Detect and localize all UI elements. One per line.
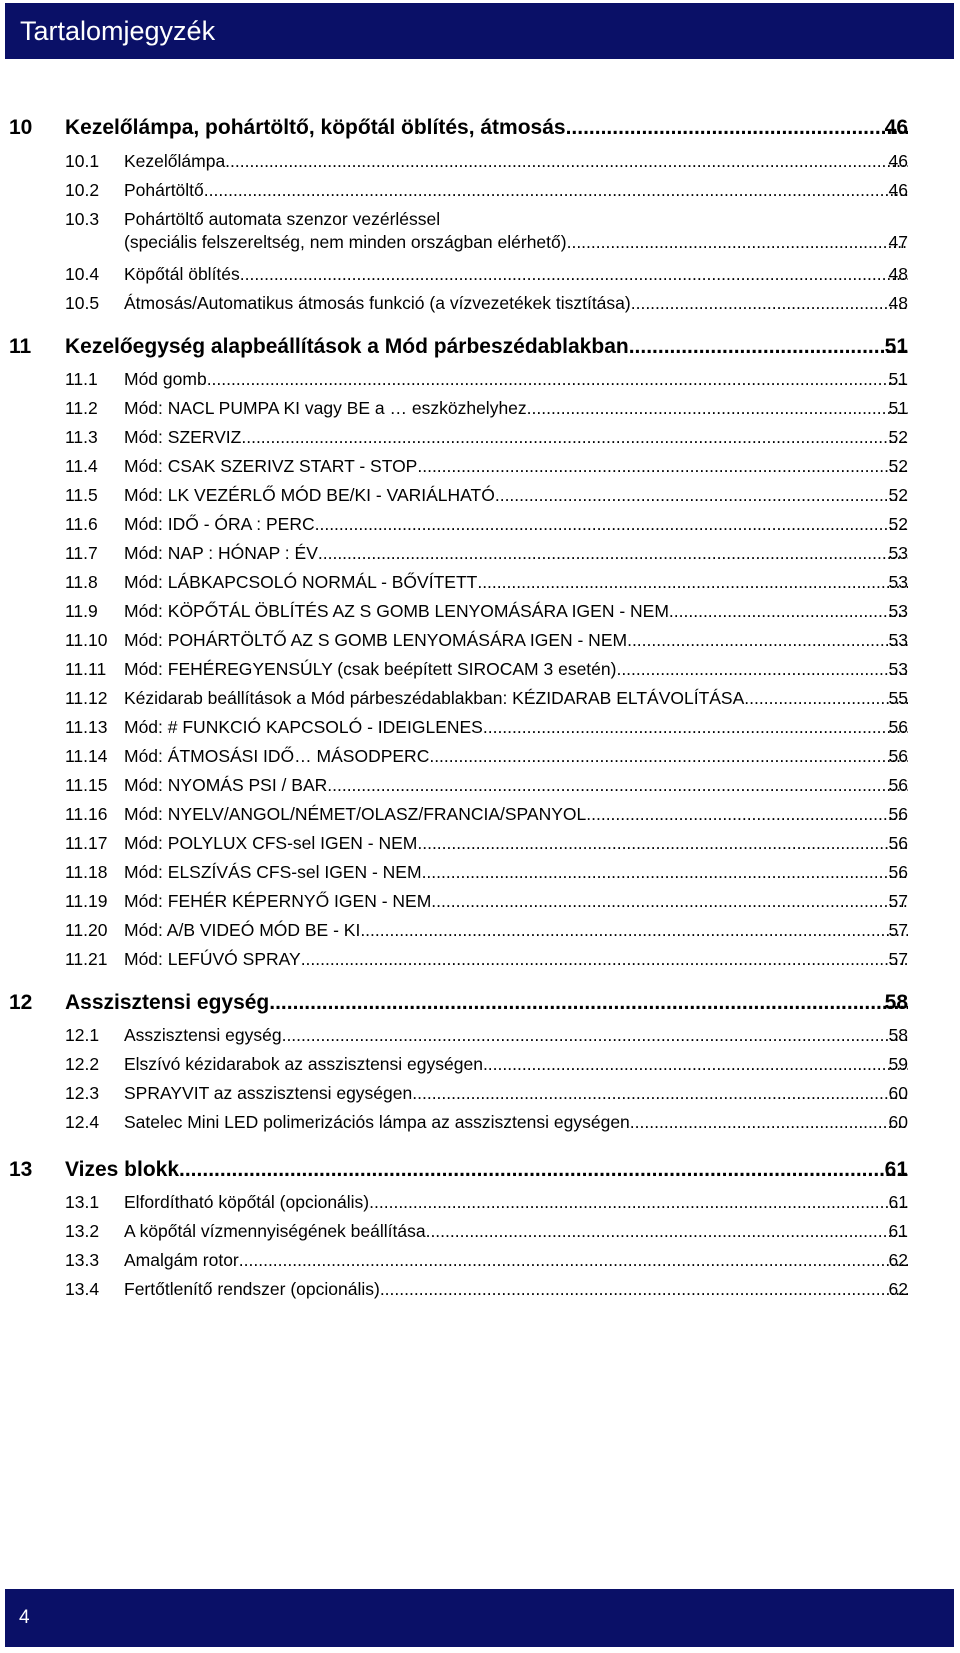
toc-entry-page: 59 [888, 1054, 908, 1074]
toc-entry-title-continued: (speciális felszereltség, nem minden országban elérhető) [124, 232, 567, 252]
toc-section-entry[interactable] [0, 688, 960, 712]
toc-entry-page: 48 [888, 264, 908, 284]
dot-leader [207, 369, 908, 390]
toc-entry-title: Kézidarab beállítások a Mód párbeszédablakban: KÉZIDARAB ELTÁVOLÍTÁSA [124, 688, 745, 708]
toc-entry-number: 13.1 [65, 1192, 100, 1212]
toc-entry-page: 53 [888, 572, 908, 592]
page-title: Tartalomjegyzék [20, 16, 216, 46]
toc-entry-number: 12.4 [65, 1112, 100, 1132]
toc-entry-title: Fertőtlenítő rendszer (opcionális) [124, 1279, 380, 1299]
toc-entry-title: Mód: LÁBKAPCSOLÓ NORMÁL - BŐVÍTETT [124, 572, 478, 592]
toc-entry-number: 11.7 [65, 543, 98, 563]
toc-entry-page: 52 [888, 427, 908, 447]
toc-section-entry[interactable] [0, 1250, 960, 1274]
toc-entry-page: 57 [888, 891, 908, 911]
toc-entry-number: 13.2 [65, 1221, 100, 1241]
toc-entry-title: Mód: # FUNKCIÓ KAPCSOLÓ - IDEIGLENES [124, 717, 483, 737]
toc-entry-number: 11.10 [65, 630, 108, 650]
toc-entry-page: 46 [888, 180, 908, 200]
dot-leader [629, 335, 908, 359]
toc-entry-number: 12.1 [65, 1025, 100, 1045]
footer-bar [5, 1589, 954, 1647]
dot-leader [269, 991, 908, 1015]
toc-section-entry[interactable] [0, 862, 960, 886]
toc-entry-title: SPRAYVIT az asszisztensi egységen [124, 1083, 413, 1103]
dot-leader [360, 920, 908, 941]
dot-leader [566, 116, 908, 140]
toc-entry-number: 11.18 [65, 862, 108, 882]
dot-leader [483, 1054, 908, 1075]
toc-entry-title: Mód: ÁTMOSÁSI IDŐ… MÁSODPERC [124, 746, 430, 766]
toc-entry-title: Mód: LEFÚVÓ SPRAY [124, 949, 301, 969]
toc-section-entry[interactable] [0, 659, 960, 683]
dot-leader [527, 398, 908, 419]
toc-chapter-entry[interactable] [0, 116, 960, 146]
toc-entry-title: Mód: NYELV/ANGOL/NÉMET/OLASZ/FRANCIA/SPANYOL [124, 804, 587, 824]
toc-entry-title: Mód: FEHÉREGYENSÚLY (csak beépített SIROCAM 3 esetén) [124, 659, 617, 679]
toc-entry-number: 11.1 [65, 369, 98, 389]
toc-entry-number: 10.3 [65, 209, 100, 229]
toc-section-entry[interactable] [0, 151, 960, 175]
dot-leader [318, 543, 908, 564]
toc-section-entry[interactable] [0, 514, 960, 538]
toc-entry-number: 11.21 [65, 949, 108, 969]
toc-chapter-entry[interactable] [0, 335, 960, 365]
dot-leader [239, 1250, 908, 1271]
toc-entry-title: Asszisztensi egység [65, 991, 270, 1014]
dot-leader [669, 601, 908, 622]
toc-section-entry[interactable] [0, 804, 960, 828]
toc-entry-page: 53 [888, 659, 908, 679]
toc-entry-number: 10.1 [65, 151, 100, 171]
dot-leader [204, 180, 908, 201]
toc-entry-title: Kezelőegység alapbeállítások a Mód párbeszédablakban [65, 335, 629, 358]
toc-entry-page: 56 [888, 775, 908, 795]
dot-leader [586, 804, 908, 825]
toc-section-entry[interactable] [0, 293, 960, 317]
dot-leader [426, 1221, 908, 1242]
toc-entry-title: Pohártöltő automata szenzor vezérléssel [124, 209, 441, 229]
toc-entry-number: 11.8 [65, 572, 98, 592]
toc-entry-page: 60 [888, 1112, 908, 1132]
toc-entry-title: A köpőtál vízmennyiségének beállítása [124, 1221, 426, 1241]
toc-section-entry[interactable] [0, 833, 960, 857]
toc-section-entry[interactable] [0, 180, 960, 204]
toc-entry-page: 58 [884, 991, 908, 1014]
toc-entry-page: 46 [888, 151, 908, 171]
dot-leader [495, 485, 908, 506]
toc-chapter-entry[interactable] [0, 991, 960, 1021]
toc-entry-page: 57 [888, 949, 908, 969]
toc-entry-title: Köpőtál öblítés [124, 264, 240, 284]
toc-section-entry[interactable] [0, 427, 960, 451]
toc-entry-number: 13 [9, 1158, 33, 1181]
toc-entry-title: Mód: NACL PUMPA KI vagy BE a … eszközhelyhez [124, 398, 527, 418]
toc-section-entry[interactable] [0, 456, 960, 480]
dot-leader [477, 572, 908, 593]
toc-section-entry[interactable] [0, 717, 960, 741]
dot-leader [429, 746, 908, 767]
dot-leader [422, 862, 908, 883]
toc-entry-number: 11.19 [65, 891, 108, 911]
toc-entry-page: 57 [888, 920, 908, 940]
toc-entry-title: Mód: ELSZÍVÁS CFS-sel IGEN - NEM [124, 862, 422, 882]
toc-section-entry[interactable] [0, 1054, 960, 1078]
dot-leader [240, 264, 908, 285]
dot-leader [627, 630, 908, 651]
toc-entry-number: 11.15 [65, 775, 108, 795]
toc-entry-title: Mód: POHÁRTÖLTŐ AZ S GOMB LENYOMÁSÁRA IGEN - NEM [124, 630, 628, 650]
dot-leader [483, 717, 908, 738]
toc-entry-number: 11.11 [65, 659, 107, 679]
toc-entry-page: 58 [888, 1025, 908, 1045]
dot-leader [417, 833, 908, 854]
toc-entry-number: 11.6 [65, 514, 98, 534]
dot-leader [417, 456, 908, 477]
toc-entry-title: Mód: FEHÉR KÉPERNYŐ IGEN - NEM [124, 891, 432, 911]
toc-entry-page: 53 [888, 601, 908, 621]
toc-section-entry[interactable] [0, 1083, 960, 1107]
dot-leader [744, 688, 908, 709]
toc-entry-page: 53 [888, 543, 908, 563]
toc-section-entry-continued[interactable] [0, 232, 960, 256]
toc-entry-number: 11.20 [65, 920, 108, 940]
toc-entry-page: 56 [888, 746, 908, 766]
toc-section-entry[interactable] [0, 398, 960, 422]
toc-entry-title: Mód: NAP : HÓNAP : ÉV [124, 543, 318, 563]
toc-entry-title: Átmosás/Automatikus átmosás funkció (a vízvezetékek tisztítása) [124, 293, 631, 313]
toc-entry-title: Mód gomb [124, 369, 207, 389]
toc-entry-page: 62 [888, 1279, 908, 1299]
toc-section-entry[interactable] [0, 949, 960, 973]
toc-entry-number: 11.16 [65, 804, 108, 824]
toc-section-entry[interactable] [0, 601, 960, 625]
toc-entry-page: 56 [888, 833, 908, 853]
toc-entry-page: 52 [888, 456, 908, 476]
dot-leader [315, 514, 908, 535]
toc-entry-page: 52 [888, 485, 908, 505]
toc-section-entry[interactable] [0, 891, 960, 915]
toc-entry-number: 11.5 [65, 485, 98, 505]
toc-section-entry[interactable] [0, 1192, 960, 1216]
dot-leader [282, 1025, 908, 1046]
toc-section-entry[interactable] [0, 1279, 960, 1303]
toc-entry-title: Mód: NYOMÁS PSI / BAR [124, 775, 328, 795]
toc-section-entry[interactable] [0, 264, 960, 288]
toc-entry-page: 56 [888, 804, 908, 824]
toc-section-entry[interactable] [0, 746, 960, 770]
toc-entry-number: 11.3 [65, 427, 98, 447]
toc-entry-page: 62 [888, 1250, 908, 1270]
toc-entry-page: 47 [888, 232, 908, 252]
toc-entry-title: Mód: KÖPŐTÁL ÖBLÍTÉS AZ S GOMB LENYOMÁSÁRA IGEN - NEM [124, 601, 669, 621]
toc-entry-page: 46 [884, 116, 908, 139]
toc-section-entry[interactable] [0, 1025, 960, 1049]
toc-entry-page: 61 [888, 1221, 908, 1241]
toc-section-entry[interactable] [0, 1221, 960, 1245]
dot-leader [616, 659, 908, 680]
toc-entry-page: 60 [888, 1083, 908, 1103]
dot-leader [412, 1083, 908, 1104]
toc-entry-title: Satelec Mini LED polimerizációs lámpa az asszisztensi egységen [124, 1112, 630, 1132]
toc-section-entry[interactable] [0, 485, 960, 509]
toc-entry-page: 51 [888, 398, 908, 418]
toc-entry-page: 56 [888, 717, 908, 737]
toc-section-entry[interactable] [0, 630, 960, 654]
toc-entry-page: 53 [888, 630, 908, 650]
dot-leader [380, 1279, 908, 1300]
toc-entry-page: 56 [888, 862, 908, 882]
toc-entry-title: Kezelőlámpa, pohártöltő, köpőtál öblítés, átmosás [65, 116, 566, 139]
dot-leader [431, 891, 908, 912]
toc-entry-number: 11.13 [65, 717, 108, 737]
toc-section-entry[interactable] [0, 543, 960, 567]
dot-leader [241, 427, 908, 448]
toc-entry-number: 12.2 [65, 1054, 100, 1074]
toc-entry-page: 55 [888, 688, 908, 708]
toc-entry-title: Mód: SZERVIZ [124, 427, 242, 447]
toc-entry-number: 11.14 [65, 746, 108, 766]
toc-entry-title: Amalgám rotor [124, 1250, 239, 1270]
toc-entry-title: Vizes blokk [65, 1158, 180, 1181]
dot-leader [567, 232, 908, 253]
toc-entry-number: 11.9 [65, 601, 98, 621]
toc-entry-title: Mód: CSAK SZERIVZ START - STOP [124, 456, 418, 476]
toc-chapter-entry[interactable] [0, 1158, 960, 1188]
toc-section-entry[interactable] [0, 1112, 960, 1136]
toc-entry-title: Asszisztensi egység [124, 1025, 282, 1045]
toc-entry-number: 12.3 [65, 1083, 100, 1103]
toc-entry-title: Mód: A/B VIDEÓ MÓD BE - KI [124, 920, 361, 940]
toc-entry-number: 10.2 [65, 180, 100, 200]
toc-entry-title: Elfordítható köpőtál (opcionális) [124, 1192, 370, 1212]
page-number: 4 [19, 1607, 30, 1628]
toc-entry-page: 61 [884, 1158, 908, 1181]
toc-entry-title: Elszívó kézidarabok az asszisztensi egységen [124, 1054, 483, 1074]
toc-section-entry[interactable] [0, 572, 960, 596]
toc-entry-page: 51 [884, 335, 908, 358]
dot-leader [630, 1112, 908, 1133]
toc-section-entry[interactable] [0, 920, 960, 944]
toc-entry-title: Mód: IDŐ - ÓRA : PERC [124, 514, 315, 534]
toc-entry-number: 13.4 [65, 1279, 100, 1299]
toc-entry-page: 51 [888, 369, 908, 389]
toc-entry-number: 11 [9, 335, 32, 358]
dot-leader [631, 293, 908, 314]
toc-entry-number: 13.3 [65, 1250, 100, 1270]
toc-entry-number: 11.2 [65, 398, 98, 418]
toc-entry-title: Kezelőlámpa [124, 151, 226, 171]
toc-section-entry[interactable] [0, 209, 960, 233]
dot-leader [179, 1158, 908, 1182]
toc-entry-number: 11.12 [65, 688, 108, 708]
toc-entry-number: 11.4 [65, 456, 98, 476]
toc-entry-title: Pohártöltő [124, 180, 204, 200]
toc-section-entry[interactable] [0, 775, 960, 799]
toc-section-entry[interactable] [0, 369, 960, 393]
dot-leader [225, 151, 908, 172]
dot-leader [369, 1192, 908, 1213]
dot-leader [301, 949, 908, 970]
toc-entry-number: 11.17 [65, 833, 108, 853]
toc-entry-page: 61 [888, 1192, 908, 1212]
toc-entry-page: 52 [888, 514, 908, 534]
toc-entry-number: 10.5 [65, 293, 100, 313]
toc-entry-number: 12 [9, 991, 33, 1014]
toc-entry-page: 48 [888, 293, 908, 313]
toc-entry-title: Mód: LK VEZÉRLŐ MÓD BE/KI - VARIÁLHATÓ [124, 485, 495, 505]
dot-leader [327, 775, 908, 796]
toc-entry-number: 10.4 [65, 264, 100, 284]
toc-entry-title: Mód: POLYLUX CFS-sel IGEN - NEM [124, 833, 418, 853]
toc-entry-number: 10 [9, 116, 33, 139]
